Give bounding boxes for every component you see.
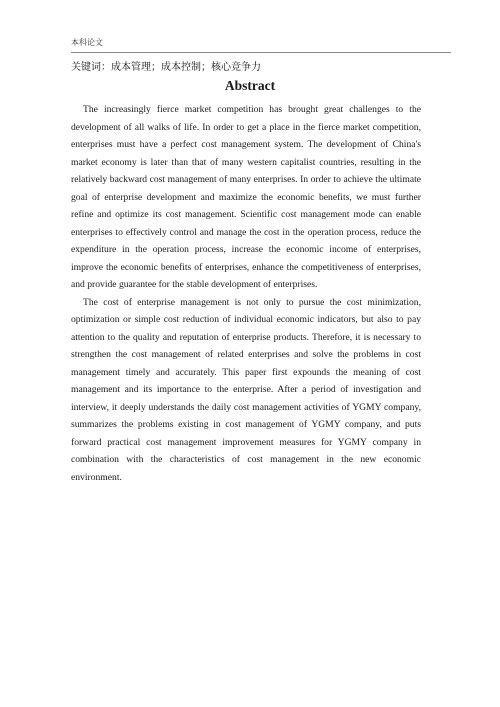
abstract-paragraph-2: The cost of enterprise management is not only to pursue the cost minimization, optimization or simple cost reduction of individual economic indicators, but also to pay attention to the quality and reputation of enterprise products. Therefore, it is necessary to strengthen the cost management of related enterprises and solve the problems in cost management timely and accurately. This paper first expounds the meaning of cost management and its importance to the enterprise. After a period of investigation and interview, it deeply understands the daily cost management activities of YGMY company, summarizes the problems existing in cost management of YGMY company, and puts forward practical cost management improvement measures for YGMY company in combination with the characteristics of cost management in the new economic environment.: [71, 296, 421, 483]
header-rule: [71, 52, 451, 53]
abstract-body: [71, 101, 421, 486]
abstract-paragraph-1: The increasingly fierce market competition has brought great challenges to the development of all walks of life. In order to get a place in the fierce market competition, enterprises must have a perfect cost management system. The development of China's market economy is later than that of many western capitalist countries, resulting in the relatively backward cost management of many enterprises. In order to achieve the ultimate goal of enterprise development and maximize the economic benefits, we must further refine and optimize its cost management. Scientific cost management mode can enable enterprises to effectively control and manage the cost in the operation process, reduce the expenditure in the operation process, increase the economic income of enterprises, improve the economic benefits of enterprises, enhance the competitiveness of enterprises, and provide guarantee for the stable development of enterprises.: [71, 104, 421, 290]
abstract-title: Abstract: [224, 78, 276, 93]
running-header: 本科论文: [71, 38, 103, 47]
keywords-line: 关键词：成本管理；成本控制；核心竞争力: [71, 62, 261, 73]
